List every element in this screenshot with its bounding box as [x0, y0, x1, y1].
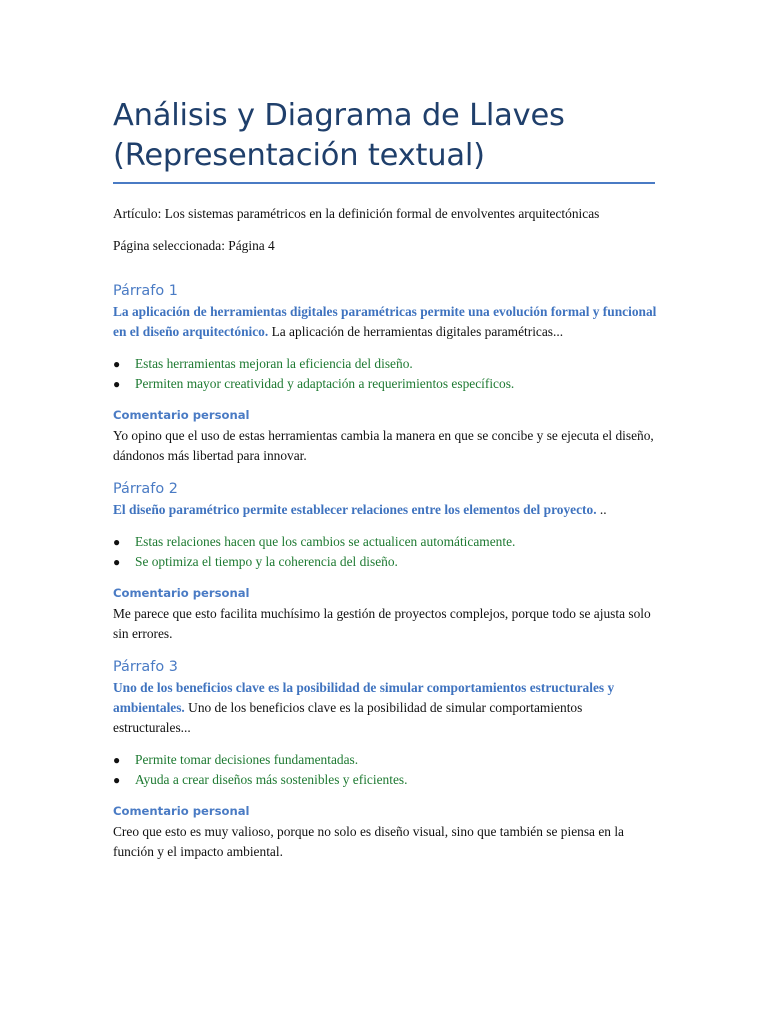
title-line-1: Análisis y Diagrama de Llaves [113, 98, 565, 133]
paragraph-rest: .. [596, 502, 607, 517]
section-heading: Párrafo 2 [113, 481, 178, 497]
bullet-icon: ● [113, 773, 121, 787]
list-item [113, 374, 658, 394]
bullet-icon: ● [113, 753, 121, 767]
bullet-list [113, 750, 658, 790]
list-item-text: Estas herramientas mejoran la eficiencia del diseño. [135, 356, 413, 371]
section-paragraph-3 [113, 657, 658, 862]
bullet-icon: ● [113, 377, 121, 391]
list-item [113, 770, 658, 790]
paragraph-lead: Uno de los beneficios clave es la posibilidad de simular comportamientos estructurales y ambientales. [113, 680, 615, 715]
list-item-text: Permiten mayor creatividad y adaptación a requerimientos específicos. [135, 376, 515, 391]
bullet-icon: ● [113, 535, 121, 549]
comment-label: Comentario personal [113, 804, 250, 818]
comment-text: Yo opino que el uso de estas herramientas cambia la manera en que se concibe y se ejecuta el diseño, dándonos más libertad para innovar. [113, 428, 654, 463]
document-title [113, 96, 658, 176]
comment-label: Comentario personal [113, 586, 250, 600]
paragraph-lead: El diseño paramétrico permite establecer relaciones entre los elementos del proyecto. [113, 502, 597, 517]
bullet-list [113, 532, 658, 572]
section-paragraph-1 [113, 281, 658, 466]
paragraph-lead: La aplicación de herramientas digitales paramétricas permite una evolución formal y funcional en el diseño arquitectónico. [113, 304, 657, 339]
bullet-icon: ● [113, 555, 121, 569]
list-item [113, 532, 658, 552]
title-line-2: (Representación textual) [113, 138, 485, 173]
list-item-text: Ayuda a crear diseños más sostenibles y eficientes. [135, 772, 408, 787]
section-heading: Párrafo 3 [113, 659, 178, 675]
comment-text: Creo que esto es muy valioso, porque no solo es diseño visual, sino que también se piensa en la función y el impacto ambiental. [113, 824, 624, 859]
list-item-text: Se optimiza el tiempo y la coherencia del diseño. [135, 554, 398, 569]
title-underline [113, 182, 655, 184]
bullet-icon: ● [113, 357, 121, 371]
section-paragraph-2 [113, 479, 658, 644]
paragraph-body [113, 302, 658, 342]
list-item [113, 354, 658, 374]
comment-label: Comentario personal [113, 408, 250, 422]
bullet-list [113, 354, 658, 394]
paragraph-rest: La aplicación de herramientas digitales paramétricas... [268, 324, 564, 339]
article-line: Artículo: Los sistemas paramétricos en la definición formal de envolventes arquitectónicas [113, 206, 600, 221]
list-item [113, 552, 658, 572]
document-content [113, 96, 658, 862]
paragraph-body [113, 678, 658, 738]
comment-text: Me parece que esto facilita muchísimo la gestión de proyectos complejos, porque todo se ajusta solo sin errores. [113, 606, 651, 641]
paragraph-body [113, 500, 658, 520]
list-item-text: Permite tomar decisiones fundamentadas. [135, 752, 359, 767]
list-item [113, 750, 658, 770]
paragraph-rest: Uno de los beneficios clave es la posibilidad de simular comportamientos estructurales... [113, 700, 583, 735]
section-heading: Párrafo 1 [113, 283, 178, 299]
selected-page-line: Página seleccionada: Página 4 [113, 238, 275, 253]
list-item-text: Estas relaciones hacen que los cambios se actualicen automáticamente. [135, 534, 516, 549]
